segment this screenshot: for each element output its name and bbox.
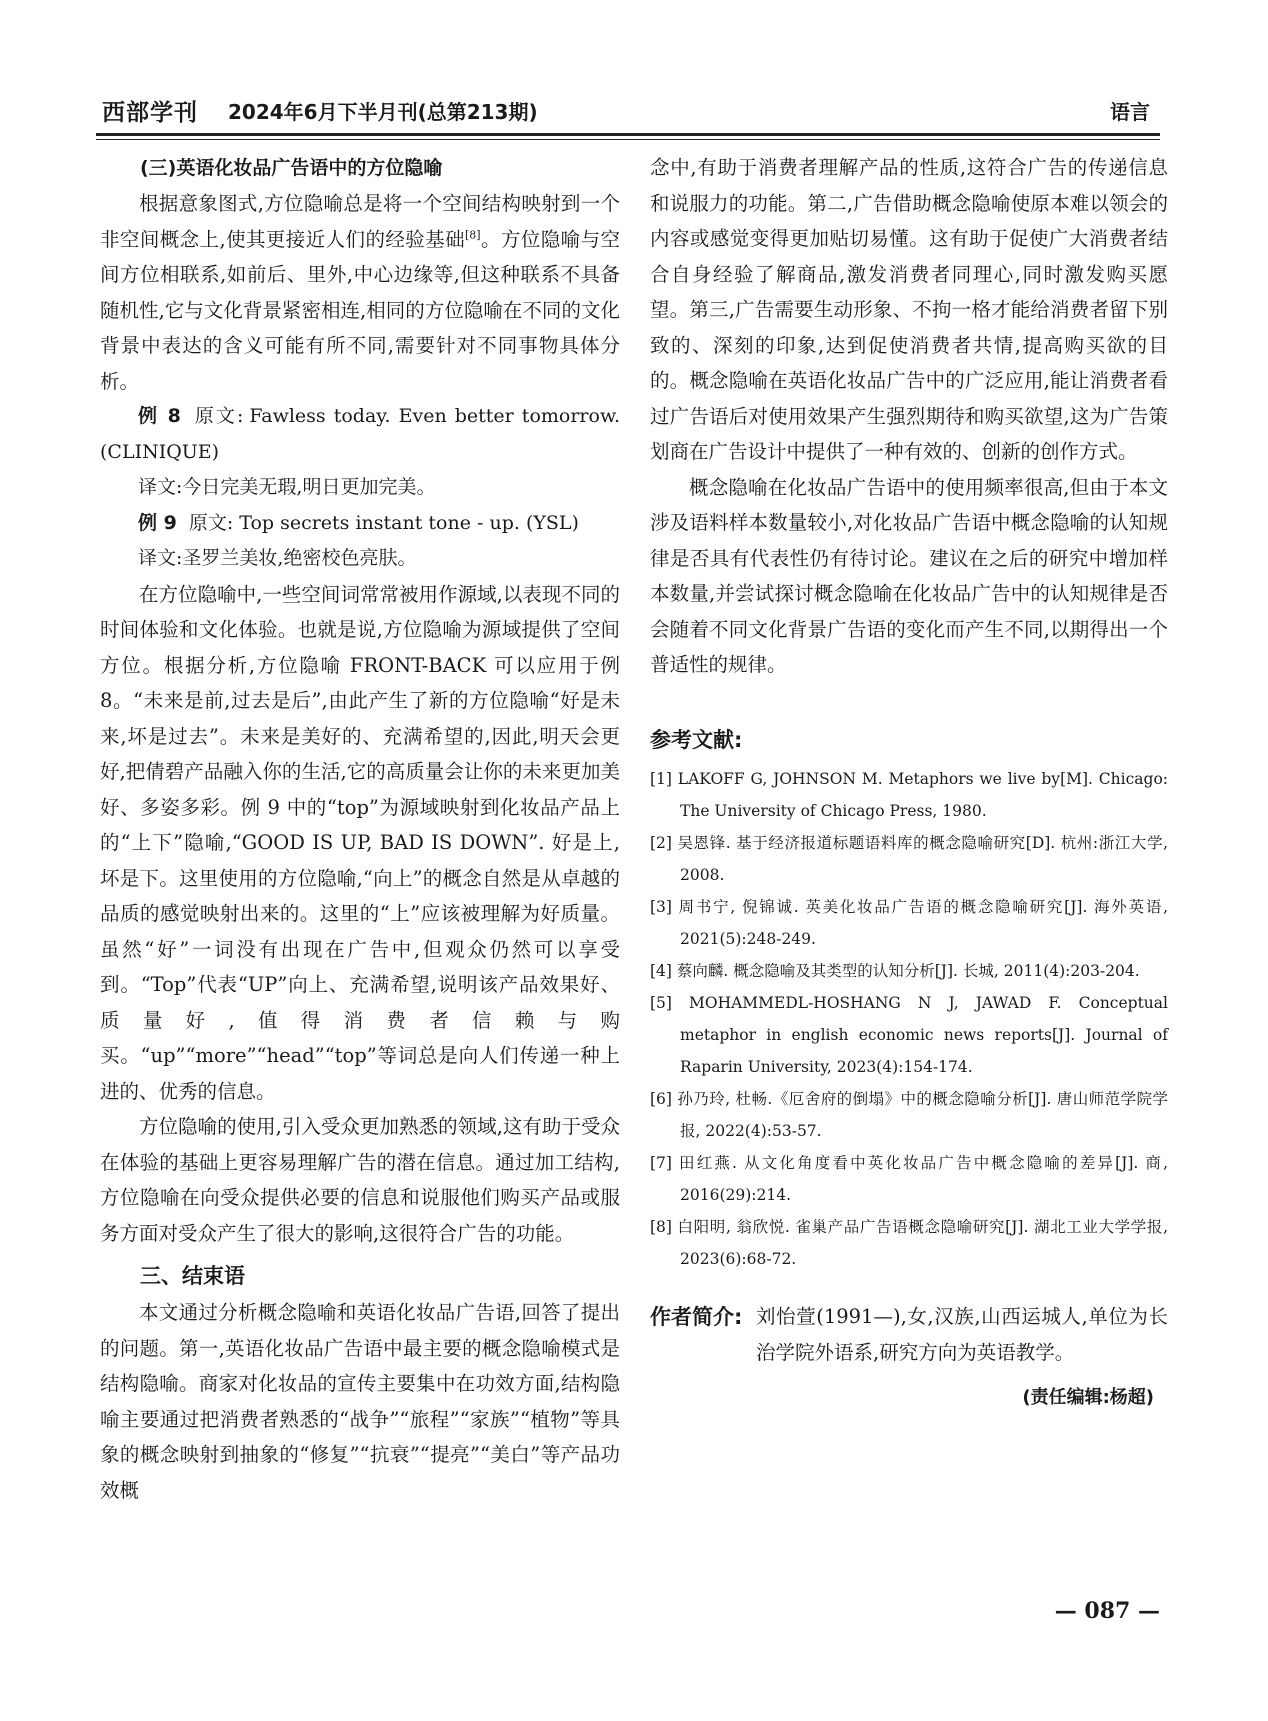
example-9-translation: 译文:圣罗兰美妆,绝密校色亮肤。	[138, 547, 417, 569]
header-rule-thin	[96, 139, 1160, 140]
bio-text: 刘怡萱(1991—),女,汉族,山西运城人,单位为长治学院外语系,研究方向为英语教学。	[756, 1304, 1168, 1364]
reference-item: [4] 蔡向麟. 概念隐喻及其类型的认知分析[J]. 长城, 2011(4):203-204.	[650, 961, 1140, 980]
header-rule	[96, 133, 1160, 136]
example-8	[100, 399, 620, 470]
reference-list	[650, 763, 1168, 1275]
example-8-translation: 译文:今日完美无瑕,明日更加完美。	[138, 476, 436, 498]
reference-item: [7] 田红燕. 从文化角度看中英化妆品广告中概念隐喻的差异[J]. 商, 2016(29):214.	[650, 1153, 1168, 1204]
reference-item: [8] 白阳明, 翁欣悦. 雀巢产品广告语概念隐喻研究[J]. 湖北工业大学学报, 2023(6):68-72.	[650, 1217, 1168, 1268]
section-heading: 三、结束语	[140, 1264, 245, 1288]
paragraph: 方位隐喻的使用,引入受众更加熟悉的领域,这有助于受众在体验的基础上更容易理解广告的潜在信息。通过加工结构,方位隐喻在向受众提供必要的信息和说服他们购买产品或服务方面对受众产生了很大的影响,这很符合广告的功能。	[100, 1115, 620, 1245]
example-label: 例 8	[138, 405, 181, 427]
reference-item: [3] 周书宁, 倪锦诚. 英美化妆品广告语的概念隐喻研究[J]. 海外英语, 2021(5):248-249.	[650, 897, 1168, 948]
section-label: 语言	[1110, 100, 1150, 124]
paragraph-text: 根据意象图式,方位隐喻总是将一个空间结构映射到一个非空间概念上,使其更接近人们的经验基础	[100, 192, 620, 251]
paragraph	[100, 186, 620, 399]
paragraph: 在方位隐喻中,一些空间词常常被用作源域,以表现不同的时间体验和文化体验。也就是说,方位隐喻为源域提供了空间方位。根据分析,方位隐喻 FRONT-BACK 可以应用于例 8。“未来是前,过去是后”,由此产生了新的方位隐喻“好是未来,坏是过去”。未来是美好的、充满希望的,因此,明天会更好,把倩碧产品融入你的生活,它的高质量会让你的未来更加美好、多姿多彩。例 9 中的“top”为源域映射到化妆品产品上的“上下”隐喻,“GOOD IS UP, BAD IS DOWN”. 好是上,坏是下。这里使用的方位隐喻,“向上”的概念自然是从卓越的品质的感觉映射出来的。这里的“上”应该被理解为好质量。虽然“好”一词没有出现在广告中,但观众仍然可以享受到。“Top”代表“UP”向上、充满希望,说明该产品效果好、质量好,值得消费者信赖与购买。“up”“more”“head”“top”等词总是向人们传递一种上进的、优秀的信息。	[100, 582, 620, 1103]
bio-label: 作者简介:	[650, 1304, 743, 1329]
original-text: Top secrets instant tone - up. (YSL)	[239, 511, 579, 534]
example-9	[100, 506, 620, 542]
reference-item: [6] 孙乃玲, 杜畅.《厄舍府的倒塌》中的概念隐喻分析[J]. 唐山师范学院学报, 2022(4):53-57.	[650, 1089, 1168, 1140]
journal-name: 西部学刊	[102, 99, 198, 126]
responsible-editor: (责任编辑:杨超)	[1022, 1386, 1154, 1408]
reference-item: [1] LAKOFF G, JOHNSON M. Metaphors we live by[M]. Chicago: The University of Chicago Press, 1980.	[650, 769, 1168, 820]
issue-info: 2024年6月下半月刊(总第213期)	[228, 100, 538, 124]
references-title: 参考文献:	[650, 727, 743, 752]
original-label: 原文:	[188, 511, 234, 534]
example-label: 例 9	[138, 511, 177, 534]
original-text: Fawless today. Even better tomorrow. (CLINIQUE)	[100, 405, 620, 463]
paragraph: 概念隐喻在化妆品广告语中的使用频率很高,但由于本文涉及语料样本数量较小,对化妆品广告语中概念隐喻的认知规律是否具有代表性仍有待讨论。建议在之后的研究中增加样本数量,并尝试探讨概念隐喻在化妆品广告中的认知规律是否会随着不同文化背景广告语的变化而产生不同,以期得出一个普适性的规律。	[650, 475, 1168, 676]
author-bio	[650, 1299, 1168, 1371]
subsection-heading: (三)英语化妆品广告语中的方位隐喻	[140, 157, 443, 179]
original-label: 原文:	[192, 405, 244, 427]
paragraph: 本文通过分析概念隐喻和英语化妆品广告语,回答了提出的问题。第一,英语化妆品广告语中最主要的概念隐喻模式是结构隐喻。商家对化妆品的宣传主要集中在功效方面,结构隐喻主要通过把消费者熟悉的“战争”“旅程”“家族”“植物”等具象的概念映射到抽象的“修复”“抗衰”“提亮”“美白”等产品功效概	[100, 1301, 620, 1502]
paragraph-text: 。方位隐喻与空间方位相联系,如前后、里外,中心边缘等,但这种联系不具备随机性,它与文化背景紧密相连,相同的方位隐喻在不同的文化背景中表达的含义可能有所不同,需要针对不同事物具体分析。	[100, 227, 620, 393]
page-header	[96, 94, 1160, 128]
left-column	[100, 150, 620, 1508]
reference-item: [2] 吴恩锋. 基于经济报道标题语料库的概念隐喻研究[D]. 杭州:浙江大学, 2008.	[650, 833, 1168, 884]
right-column	[650, 150, 1168, 1409]
paragraph: 念中,有助于消费者理解产品的性质,这符合广告的传递信息和说服力的功能。第二,广告借助概念隐喻使原本难以领会的内容或感觉变得更加贴切易懂。这有助于促使广大消费者结合自身经验了解商品,激发消费者同理心,同时激发购买愿望。第三,广告需要生动形象、不拘一格才能给消费者留下别致的、深刻的印象,达到促使消费者共情,提高购买欲的目的。概念隐喻在英语化妆品广告中的广泛应用,能让消费者看过广告语后对使用效果产生强烈期待和购买欲望,这为广告策划商在广告设计中提供了一种有效的、创新的创作方式。	[650, 156, 1168, 463]
page-number: — 087 —	[1054, 1598, 1160, 1624]
citation: [8]	[465, 228, 481, 241]
reference-item: [5] MOHAMMEDL-HOSHANG N J, JAWAD F. Conceptual metaphor in english economic news reports[J]. Journal of Raparin University, 2023(4):154-174.	[650, 993, 1168, 1076]
